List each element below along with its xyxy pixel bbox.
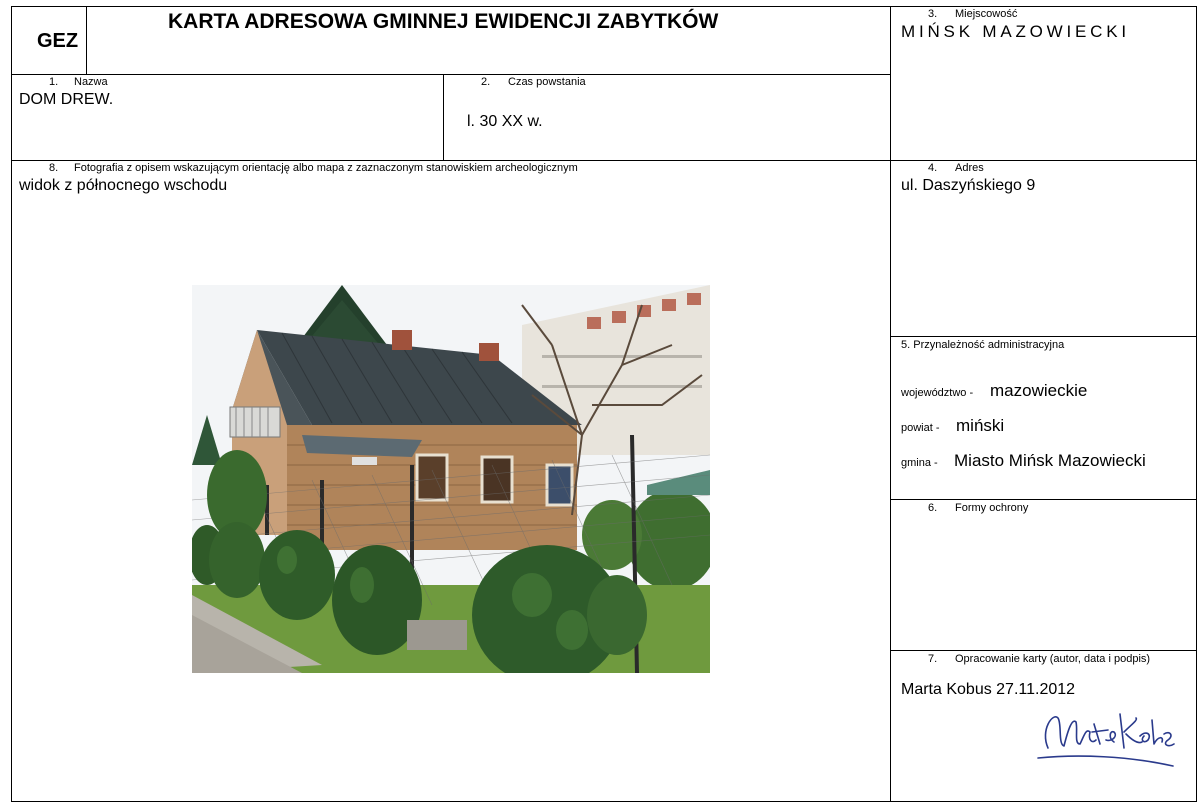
fotografia-label: Fotografia z opisem wskazującym orientację albo mapa z zaznaczonym stanowiskiem archeologicznym	[74, 162, 578, 174]
adres-value: ul. Daszyńskiego 9	[901, 177, 1036, 194]
gmina-value: Miasto Mińsk Mazowiecki	[954, 451, 1146, 470]
fotografia-caption: widok z północnego wschodu	[19, 177, 228, 194]
formy-num: 6.	[928, 502, 938, 514]
handwritten-signature	[1028, 700, 1178, 772]
gez-code: GEZ	[37, 30, 79, 52]
row-line-1	[11, 160, 1197, 161]
row-line-4	[890, 650, 1197, 651]
nazwa-label: Nazwa	[74, 76, 108, 88]
powiat-value: miński	[956, 416, 1005, 435]
column-divider	[890, 6, 891, 802]
wojewodztwo-value: mazowieckie	[990, 381, 1088, 400]
header-bottom-line	[11, 74, 890, 75]
opracowanie-label: Opracowanie karty (autor, data i podpis)	[955, 653, 1151, 665]
opracowanie-value: Marta Kobus 27.11.2012	[901, 681, 1076, 698]
gmina-label: gmina -	[901, 457, 938, 469]
row-line-2	[890, 336, 1197, 337]
powiat-label: powiat -	[901, 422, 940, 434]
adres-label: Adres	[955, 162, 984, 174]
formy-label: Formy ochrony	[955, 502, 1029, 514]
czas-num: 2.	[481, 76, 491, 88]
wojewodztwo-label: województwo -	[901, 387, 974, 399]
czas-value: l. 30 XX w.	[467, 113, 543, 130]
house-photo	[192, 285, 710, 673]
row-line-3	[890, 499, 1197, 500]
miejscowosc-label: Miejscowość	[955, 8, 1018, 20]
nazwa-value: DOM DREW.	[19, 91, 114, 108]
nazwa-czas-divider	[443, 74, 444, 160]
czas-label: Czas powstania	[508, 76, 586, 88]
fotografia-num: 8.	[49, 162, 59, 174]
nazwa-num: 1.	[49, 76, 59, 88]
miejscowosc-num: 3.	[928, 8, 938, 20]
miejscowosc-value: MIŃSK MAZOWIECKI	[901, 22, 1130, 41]
adres-num: 4.	[928, 162, 938, 174]
opracowanie-num: 7.	[928, 653, 938, 665]
przynaleznosc-label: 5. Przynależność administracyjna	[901, 339, 1065, 351]
card-title: KARTA ADRESOWA GMINNEJ EWIDENCJI ZABYTKÓW	[168, 10, 719, 33]
gez-divider	[86, 6, 87, 74]
